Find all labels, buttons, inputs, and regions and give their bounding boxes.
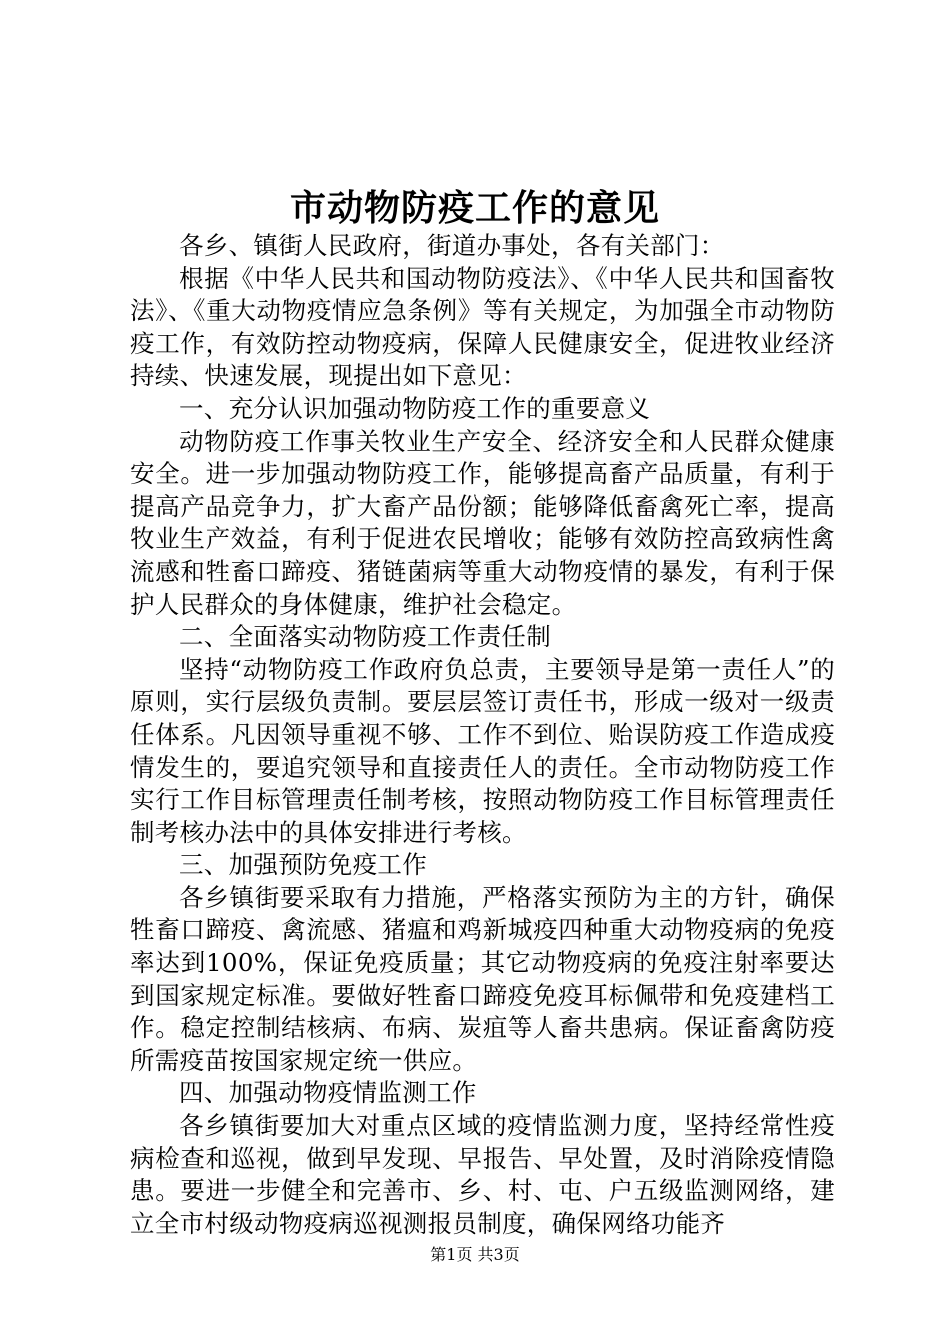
section-heading-3: 三、加强预防免疫工作 bbox=[179, 850, 427, 880]
section-paragraph-1: 动物防疫工作事关牧业生产安全、经济安全和人民群众健康安全。进一步加强动物防疫工作，能够提高畜产品质量，有利于提高产品竞争力，扩大畜产品份额；能够降低畜禽死亡率，提高牧业生产效益，有利于促进农民增收；能够有效防控高致病性禽流感和牲畜口蹄疫、猪链菌病等重大动物疫情的暴发，有利于保护人民群众的身体健康，维护社会稳定。 bbox=[130, 426, 835, 619]
section-heading-1: 一、充分认识加强动物防疫工作的重要意义 bbox=[179, 393, 651, 423]
section-paragraph-2: 坚持“动物防疫工作政府负总责，主要领导是第一责任人”的原则，实行层级负责制。要层层签订责任书，形成一级对一级责任体系。凡因领导重视不够、工作不到位、贻误防疫工作造成疫情发生的，要追究领导和直接责任人的责任。全市动物防疫工作实行工作目标管理责任制考核，按照动物防疫工作目标管理责任制考核办法中的具体安排进行考核。 bbox=[130, 654, 835, 847]
section-paragraph-3: 各乡镇街要采取有力措施，严格落实预防为主的方针，确保牲畜口蹄疫、禽流感、猪瘟和鸡新城疫四种重大动物疫病的免疫率达到100%，保证免疫质量；其它动物疫病的免疫注射率要达到国家规定标准。要做好牲畜口蹄疫免疫耳标佩带和免疫建档工作。稳定控制结核病、布病、炭疽等人畜共患病。保证畜禽防疫所需疫苗按国家规定统一供应。 bbox=[130, 882, 835, 1075]
section-heading-2: 二、全面落实动物防疫工作责任制 bbox=[179, 622, 551, 652]
document-title: 市动物防疫工作的意见 bbox=[289, 187, 660, 229]
salutation: 各乡、镇街人民政府，街道办事处，各有关部门： bbox=[179, 231, 725, 260]
intro-paragraph: 根据《中华人民共和国动物防疫法》、《中华人民共和国畜牧法》、《重大动物疫情应急条例》等有关规定，为加强全市动物防疫工作，有效防控动物疫病，保障人民健康安全，促进牧业经济持续、快速发展，现提出如下意见： bbox=[130, 263, 835, 391]
section-paragraph-4: 各乡镇街要加大对重点区域的疫情监测力度，坚持经常性疫病检查和巡视，做到早发现、早报告、早处置，及时消除疫情隐患。要进一步健全和完善市、乡、村、屯、户五级监测网络，建立全市村级动物疫病巡视测报员制度，确保网络功能齐 bbox=[130, 1111, 835, 1238]
page-footer: 第1页 共3页 bbox=[430, 1245, 520, 1264]
document-body bbox=[130, 230, 835, 1240]
section-heading-4: 四、加强动物疫情监测工作 bbox=[179, 1078, 477, 1108]
